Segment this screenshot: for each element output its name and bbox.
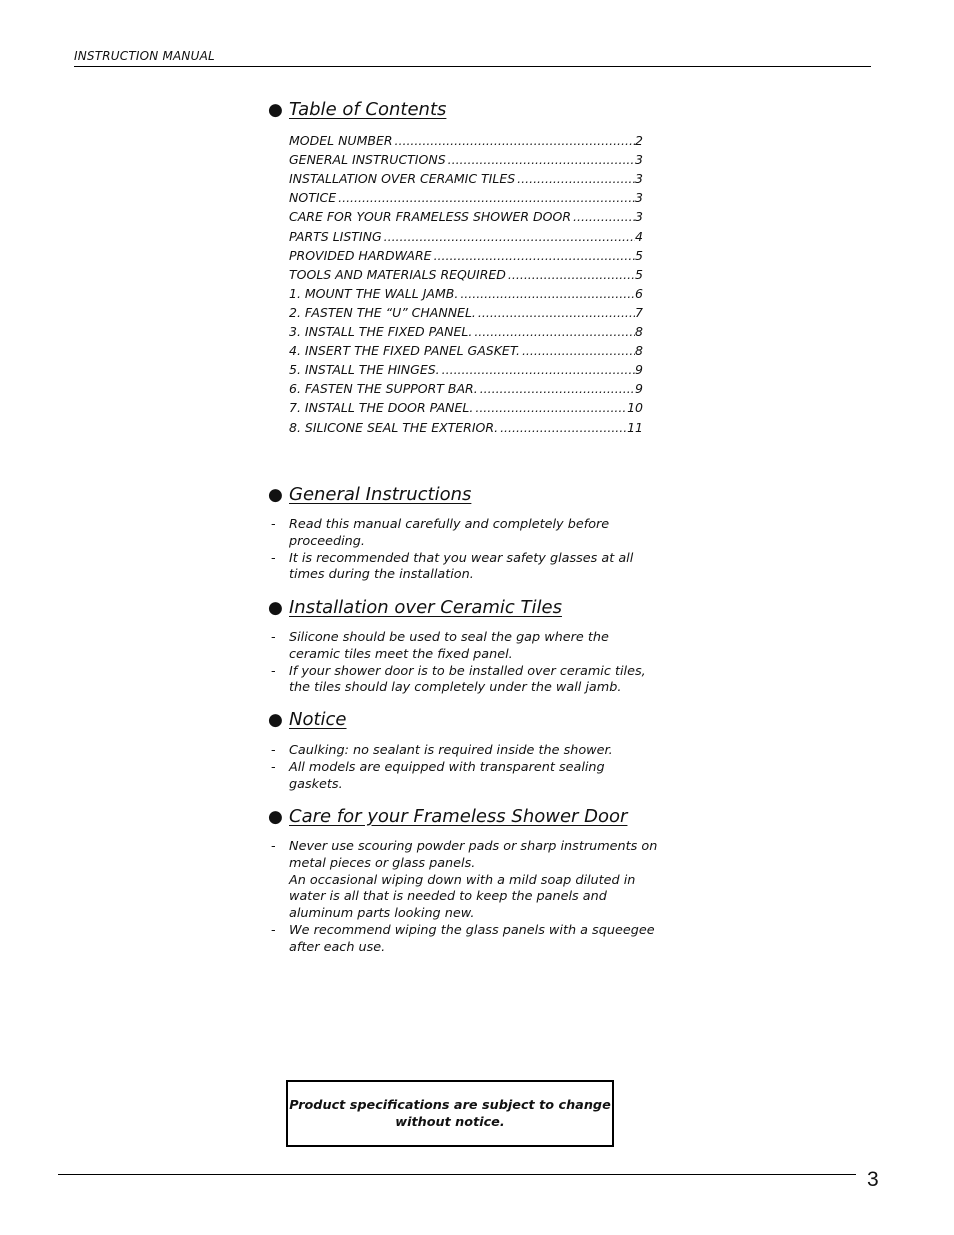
toc-entry-page: 8 (635, 343, 643, 359)
toc-entry[interactable] (289, 169, 643, 188)
toc-entry[interactable] (289, 379, 643, 398)
toc-entry-label: 8. SILICONE SEAL THE EXTERIOR. (289, 419, 499, 435)
toc-entry-page: 4 (635, 228, 643, 244)
list-item-text: It is recommended that you wear safety glasses at all times during the installation. (289, 550, 634, 583)
toc-entry-page: 3 (635, 171, 643, 187)
toc-entry-label: 7. INSTALL THE DOOR PANEL. (289, 400, 474, 416)
toc-entry-label: NOTICE (289, 190, 337, 206)
care-list (268, 839, 658, 957)
toc-entry[interactable] (289, 360, 643, 379)
toc-leader (336, 188, 635, 207)
dash-marker: - (271, 630, 276, 645)
dash-marker: - (271, 550, 276, 566)
notice-title: Notice (289, 709, 347, 730)
list-item-text: All models are equipped with transparent sealing gaskets. (289, 759, 605, 792)
bullet-icon: ● (268, 485, 283, 505)
toc-title: Table of Contents (289, 99, 447, 120)
toc-entry-page: 6 (635, 285, 643, 301)
dash-marker: - (271, 759, 276, 775)
specification-notice-box (286, 1080, 614, 1147)
toc-leader (520, 341, 635, 360)
toc-entry-page: 5 (635, 247, 643, 263)
toc-leader (446, 150, 635, 169)
toc-entry-page: 11 (627, 419, 643, 435)
table-of-contents (289, 131, 643, 437)
toc-entry[interactable] (289, 265, 643, 284)
toc-leader (432, 246, 635, 265)
toc-entry[interactable] (289, 246, 643, 265)
toc-entry[interactable] (289, 188, 643, 207)
toc-entry[interactable] (289, 303, 643, 322)
toc-entry[interactable] (289, 322, 643, 341)
list-item-text: Caulking: no sealant is required inside the shower. (289, 743, 613, 758)
list-item (268, 630, 658, 664)
toc-entry-page: 3 (635, 152, 643, 168)
list-item-text: Never use scouring powder pads or sharp instruments on metal pieces or glass panels. (289, 839, 658, 871)
list-item-text: Silicone should be used to seal the gap where the ceramic tiles meet the fixed panel. (289, 630, 609, 662)
general-instructions-list (268, 517, 658, 584)
dash-marker: - (271, 517, 276, 532)
dash-marker: - (271, 922, 276, 938)
toc-entry-label: 1. MOUNT THE WALL JAMB. (289, 285, 459, 301)
footer-rule (58, 1174, 856, 1175)
toc-entry-label: PARTS LISTING (289, 228, 382, 244)
toc-entry-label: PROVIDED HARDWARE (289, 247, 432, 263)
list-item (268, 839, 658, 923)
dash-marker: - (271, 663, 276, 679)
list-item (268, 664, 658, 698)
list-item-text: If your shower door is to be installed over ceramic tiles, the tiles should lay completely under the wall jamb. (289, 663, 646, 696)
toc-heading (268, 99, 446, 120)
list-item (268, 743, 658, 760)
toc-entry-label: 5. INSTALL THE HINGES. (289, 362, 440, 378)
toc-leader (478, 379, 635, 398)
notice-list (268, 743, 658, 793)
general-instructions-heading (268, 484, 471, 505)
toc-entry-label: TOOLS AND MATERIALS REQUIRED (289, 266, 506, 282)
list-item (268, 760, 658, 794)
toc-entry[interactable] (289, 226, 643, 245)
toc-leader (393, 131, 636, 150)
toc-entry[interactable] (289, 207, 643, 226)
bullet-icon: ● (268, 710, 283, 730)
toc-entry-page: 7 (635, 304, 643, 320)
list-item (268, 551, 658, 585)
toc-leader (571, 207, 635, 226)
list-item (268, 923, 658, 957)
care-title: Care for your Frameless Shower Door (289, 806, 628, 827)
ceramic-tiles-title: Installation over Ceramic Tiles (289, 597, 562, 618)
dash-marker: - (271, 839, 276, 854)
toc-leader (472, 322, 635, 341)
ceramic-tiles-heading (268, 597, 562, 618)
page-number: 3 (867, 1168, 879, 1191)
list-item-extra-text: An occasional wiping down with a mild soap diluted in water is all that is needed to keep the panels and aluminum parts looking new. (289, 872, 636, 922)
toc-entry-label: 6. FASTEN THE SUPPORT BAR. (289, 381, 478, 397)
toc-entry-page: 9 (635, 362, 643, 378)
toc-leader (458, 284, 635, 303)
toc-leader (382, 227, 635, 246)
toc-entry-page: 9 (635, 381, 643, 397)
toc-entry[interactable] (289, 341, 643, 360)
toc-entry-label: MODEL NUMBER (289, 133, 393, 149)
header-rule (74, 66, 871, 67)
toc-leader (498, 418, 627, 437)
toc-entry-page: 3 (635, 190, 643, 206)
general-instructions-title: General Instructions (289, 484, 472, 505)
toc-leader (440, 360, 635, 379)
care-heading (268, 806, 627, 827)
list-item-text: We recommend wiping the glass panels with a squeegee after each use. (289, 922, 655, 955)
toc-entry-label: 4. INSERT THE FIXED PANEL GASKET. (289, 343, 520, 359)
toc-entry[interactable] (289, 417, 643, 436)
specification-notice-text: Product specifications are subject to change without notice. (289, 1097, 611, 1130)
ceramic-tiles-list (268, 630, 658, 697)
toc-entry-page: 3 (635, 209, 643, 225)
bullet-icon: ● (268, 100, 283, 120)
toc-entry-label: 3. INSTALL THE FIXED PANEL. (289, 324, 473, 340)
toc-entry-label: INSTALLATION OVER CERAMIC TILES (289, 171, 516, 187)
list-item-text: Read this manual carefully and completely before proceeding. (289, 517, 610, 549)
toc-entry-page: 2 (635, 133, 643, 149)
bullet-icon: ● (268, 598, 283, 618)
notice-heading (268, 709, 347, 730)
running-header: INSTRUCTION MANUAL (74, 49, 215, 63)
toc-entry-page: 10 (627, 400, 643, 416)
toc-entry-label: 2. FASTEN THE “U” CHANNEL. (289, 304, 476, 320)
toc-entry[interactable] (289, 131, 643, 150)
toc-entry[interactable] (289, 398, 643, 417)
toc-entry-label: GENERAL INSTRUCTIONS (289, 152, 446, 168)
toc-leader (515, 169, 635, 188)
toc-entry-page: 8 (635, 324, 643, 340)
toc-entry-page: 5 (635, 266, 643, 282)
toc-entry[interactable] (289, 150, 643, 169)
toc-leader (473, 398, 627, 417)
toc-leader (476, 303, 635, 322)
toc-leader (506, 265, 635, 284)
list-item (268, 517, 658, 551)
toc-entry[interactable] (289, 284, 643, 303)
toc-entry-label: CARE FOR YOUR FRAMELESS SHOWER DOOR (289, 209, 572, 225)
dash-marker: - (271, 743, 276, 758)
bullet-icon: ● (268, 807, 283, 827)
